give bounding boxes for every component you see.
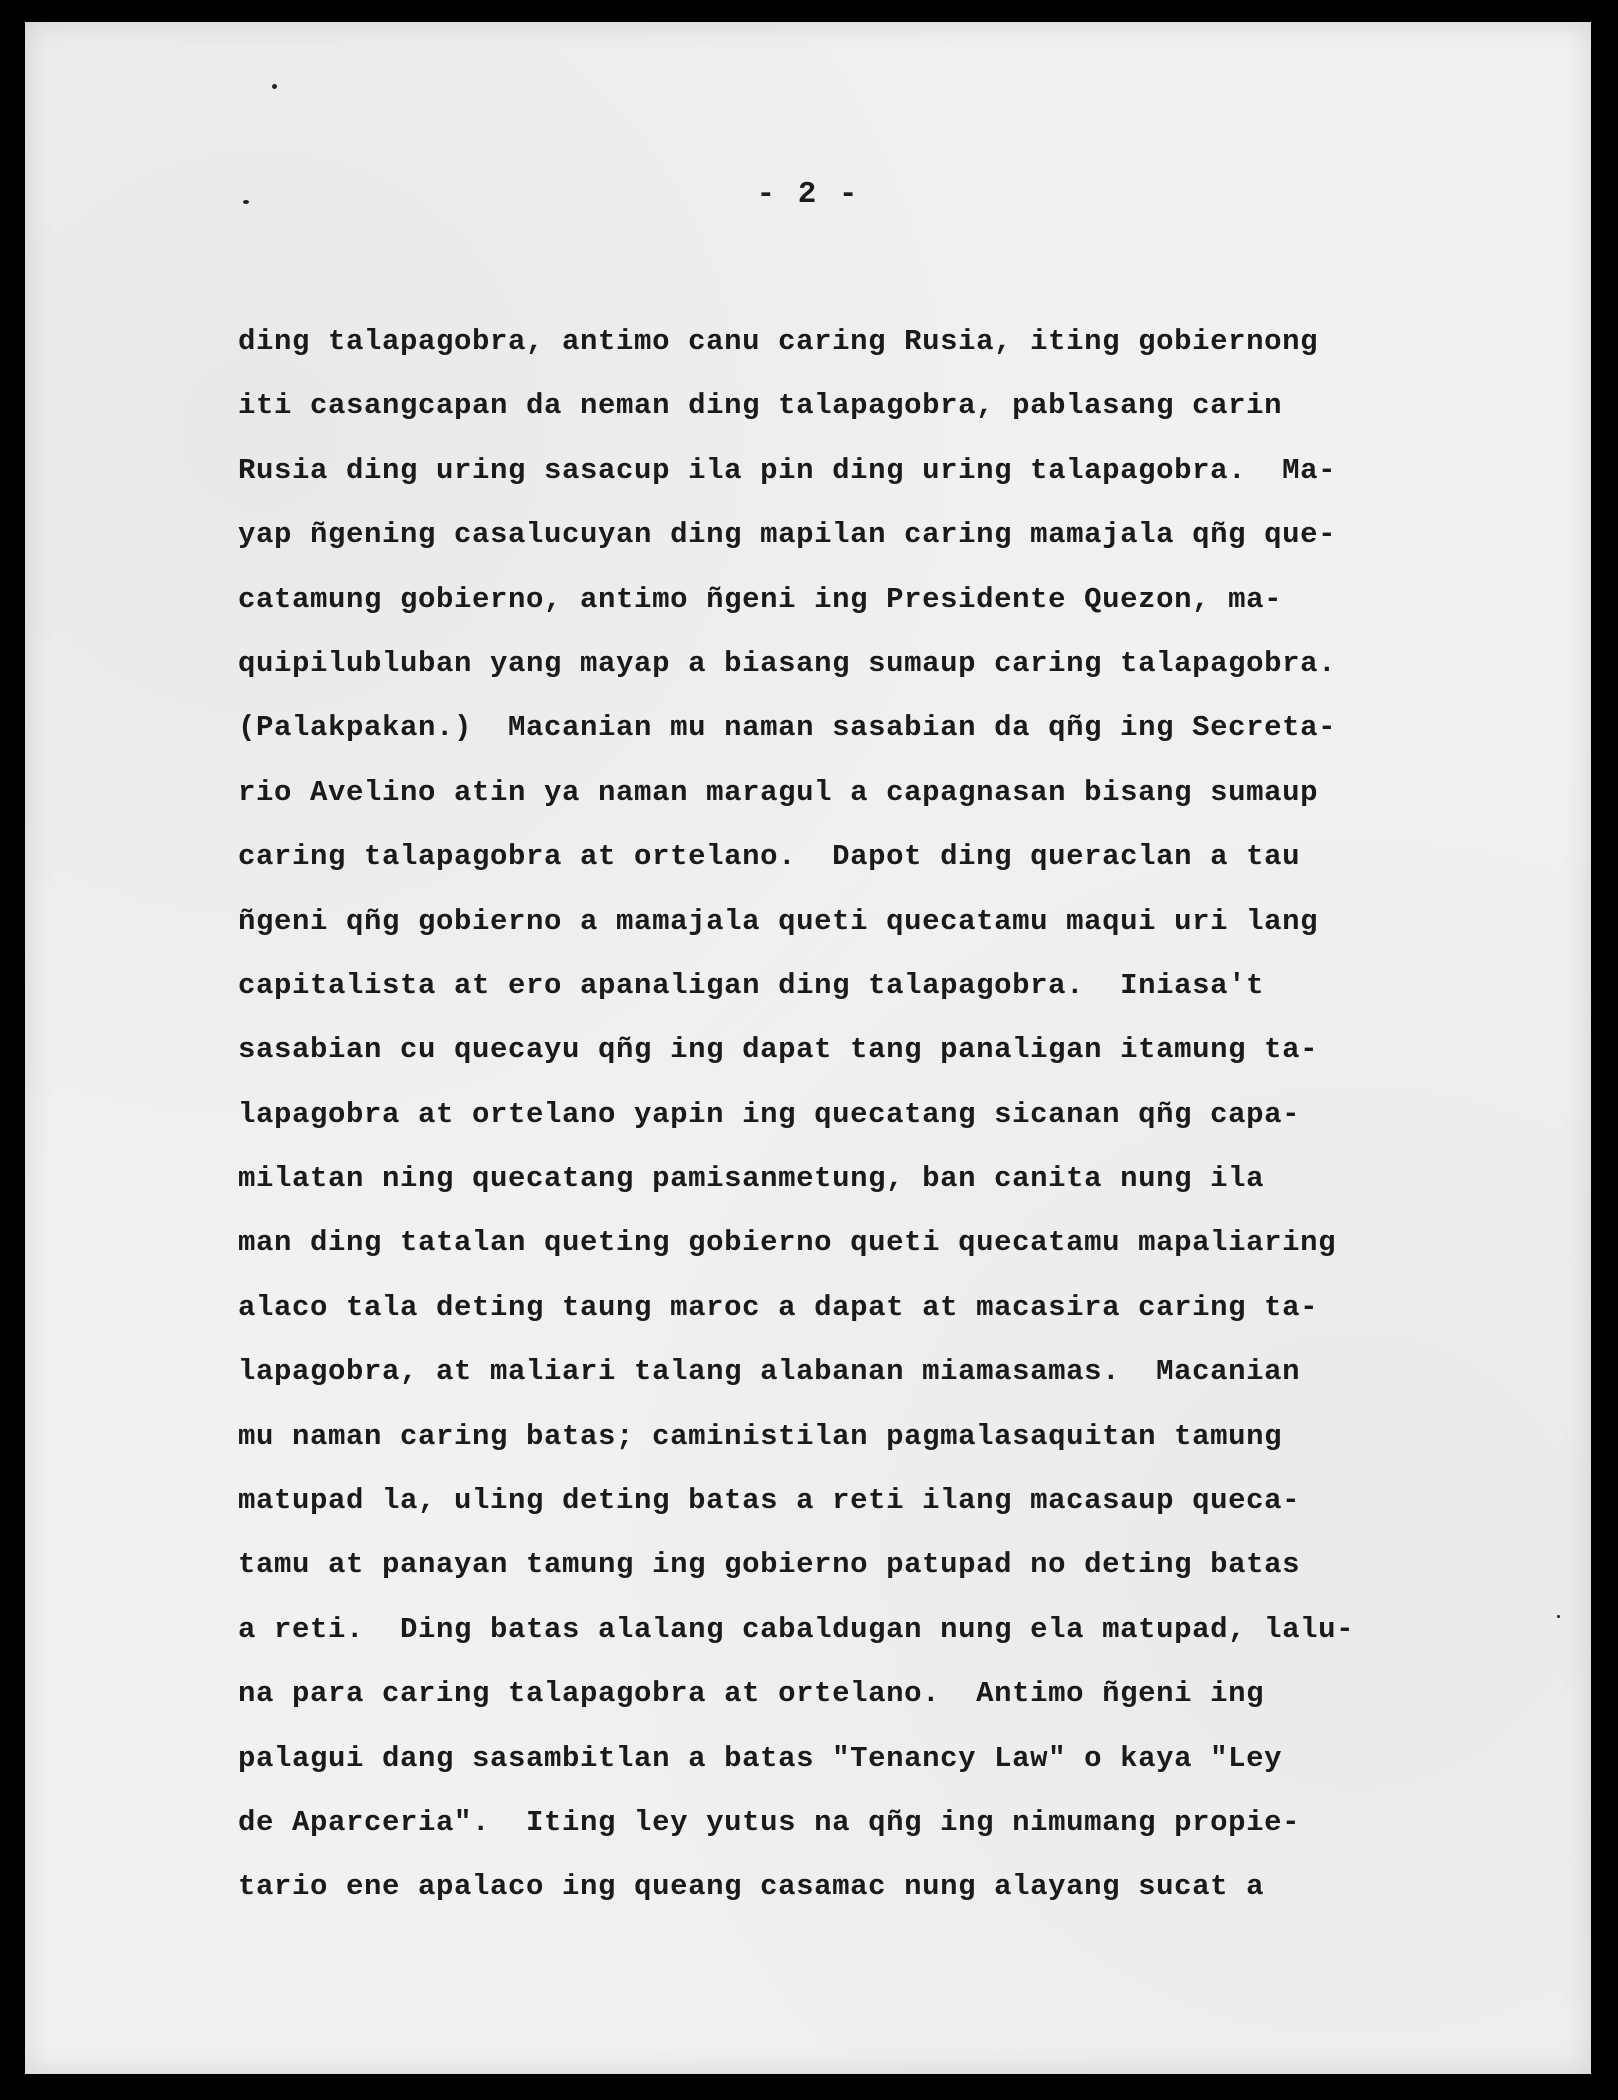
text-line: caring talapagobra at ortelano. Dapot ding queraclan a tau: [238, 840, 1301, 874]
text-line: lapagobra, at maliari talang alabanan miamasamas. Macanian: [238, 1355, 1301, 1389]
text-line: yap ñgening casalucuyan ding mapilan caring mamajala qñg que-: [238, 518, 1337, 552]
text-line: ding talapagobra, antimo canu caring Rusia, iting gobiernong: [238, 325, 1319, 358]
text-line: capitalista at ero apanaligan ding talapagobra. Iniasa't: [238, 968, 1265, 1002]
text-line: rio Avelino atin ya naman maragul a capagnasan bisang sumaup: [238, 775, 1319, 809]
document-page: [25, 22, 1591, 2074]
ink-speck: [1557, 1615, 1560, 1618]
ink-speck: [272, 84, 277, 89]
text-line: lapagobra at ortelano yapin ing quecatang sicanan qñg capa-: [238, 1097, 1301, 1131]
text-line: mu naman caring batas; caministilan pagmalasaquitan tamung: [238, 1419, 1283, 1453]
text-line: a reti. Ding batas alalang cabaldugan nung ela matupad, lalu-: [238, 1612, 1355, 1646]
text-line: alaco tala deting taung maroc a dapat at macasira caring ta-: [238, 1290, 1319, 1324]
text-line: Rusia ding uring sasacup ila pin ding uring talapagobra. Ma-: [238, 453, 1337, 487]
typed-paragraph: [238, 310, 1478, 1920]
text-line: tamu at panayan tamung ing gobierno patupad no deting batas: [238, 1548, 1301, 1582]
text-line: matupad la, uling deting batas a reti ilang macasaup queca-: [238, 1484, 1301, 1518]
text-line: milatan ning quecatang pamisanmetung, ban canita nung ila: [238, 1162, 1265, 1196]
text-line: na para caring talapagobra at ortelano. Antimo ñgeni ing: [238, 1677, 1265, 1711]
text-line: iti casangcapan da neman ding talapagobra, pablasang carin: [238, 389, 1283, 423]
text-line: catamung gobierno, antimo ñgeni ing Presidente Quezon, ma-: [238, 582, 1283, 616]
text-line: sasabian cu quecayu qñg ing dapat tang panaligan itamung ta-: [238, 1033, 1319, 1067]
text-line: tario ene apalaco ing queang casamac nung alayang sucat a: [238, 1870, 1265, 1904]
text-line: ñgeni qñg gobierno a mamajala queti quecatamu maqui uri lang: [238, 904, 1319, 938]
text-line: palagui dang sasambitlan a batas "Tenancy Law" o kaya "Ley: [238, 1741, 1283, 1775]
page-number: - 2 -: [756, 177, 860, 212]
text-line: man ding tatalan queting gobierno queti quecatamu mapaliaring: [238, 1226, 1337, 1260]
text-line: (Palakpakan.) Macanian mu naman sasabian da qñg ing Secreta-: [238, 711, 1337, 745]
text-line: quipilubluban yang mayap a biasang sumaup caring talapagobra.: [238, 646, 1337, 680]
text-line: de Aparceria". Iting ley yutus na qñg ing nimumang propie-: [238, 1805, 1301, 1839]
